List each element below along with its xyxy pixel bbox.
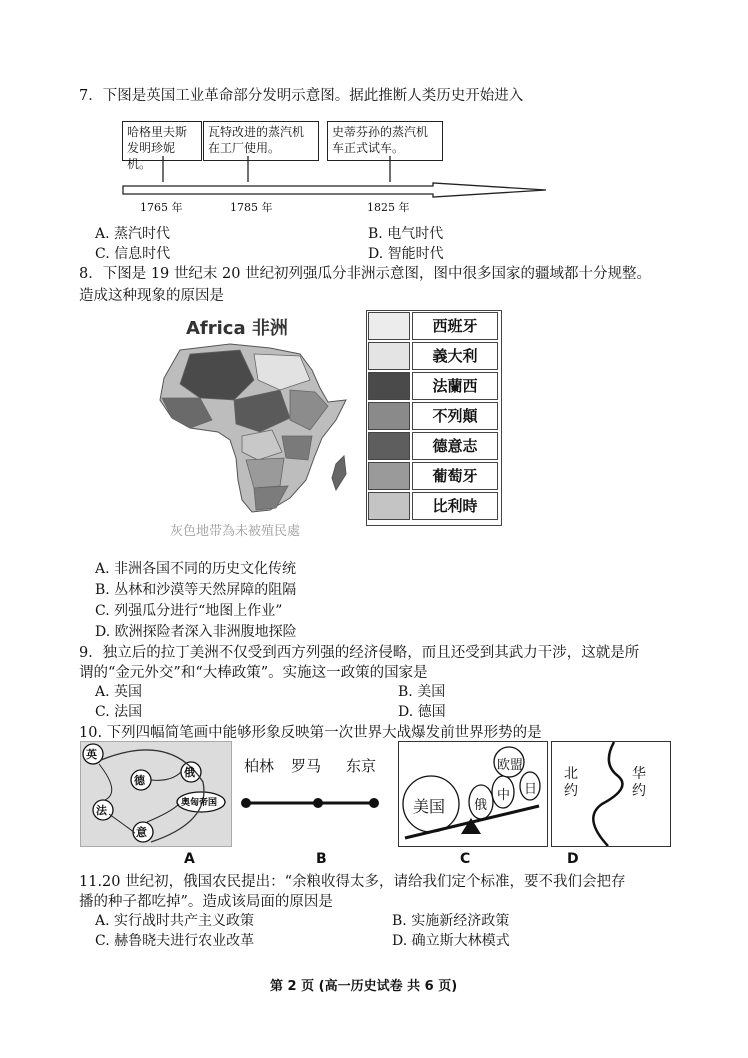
- q9-option-c[interactable]: C. 法国: [95, 704, 143, 720]
- q9-option-a[interactable]: A. 英国: [95, 684, 143, 700]
- page-footer: 第 2 页 (高一历史试卷 共 6 页): [270, 979, 458, 994]
- q8-stem-line1: 8．下图是 19 世纪末 20 世纪初列强瓜分非洲示意图，图中很多国家的疆域都十分规整。: [79, 266, 652, 282]
- q8-stem-line2: 造成这种现象的原因是: [79, 288, 224, 304]
- legend-swatch: [368, 402, 410, 430]
- q10-panel-a[interactable]: [80, 741, 232, 847]
- panel-a-label-britain: 英: [86, 748, 97, 761]
- q7-year-1: 1765 年: [140, 201, 183, 214]
- legend-row-germany: [368, 432, 498, 460]
- africa-map-title: Africa 非洲: [186, 318, 288, 339]
- q9-option-b[interactable]: B. 美国: [398, 684, 446, 700]
- q8-option-a[interactable]: A. 非洲各国不同的历史文化传统: [95, 561, 297, 577]
- q7-option-a[interactable]: A. 蒸汽时代: [95, 226, 171, 242]
- panel-d-label-warsaw: 华约: [632, 766, 646, 799]
- q8-option-d[interactable]: D. 欧洲探险者深入非洲腹地探险: [95, 624, 297, 640]
- legend-swatch: [368, 312, 410, 340]
- legend-label: 不列顛: [412, 402, 498, 430]
- q11-option-d[interactable]: D. 确立斯大林模式: [392, 933, 510, 949]
- legend-row-spain: [368, 312, 498, 340]
- legend-row-italy: [368, 342, 498, 370]
- q7-box-2: 瓦特改进的蒸汽机在工厂使用。: [203, 121, 319, 161]
- panel-c-label-china: 中: [497, 788, 511, 803]
- legend-label: 比利時: [412, 492, 498, 520]
- q8-option-b[interactable]: B. 丛林和沙漠等天然屏障的阻隔: [95, 582, 297, 598]
- q10-panel-b[interactable]: [234, 741, 394, 845]
- q11-stem-line2: 播的种子都吃掉”。造成该局面的原因是: [79, 894, 333, 910]
- q11-option-a[interactable]: A. 实行战时共产主义政策: [95, 913, 255, 929]
- q10-stem: 10. 下列四幅简笔画中能够形象反映第一次世界大战爆发前世界形势的是: [79, 725, 542, 741]
- panel-b-label-berlin: 柏林: [244, 757, 275, 775]
- panel-d-label-nato: 北约: [564, 766, 578, 799]
- legend-row-portugal: [368, 462, 498, 490]
- legend-row-belgium: [368, 492, 498, 520]
- panel-c-label-eu: 欧盟: [497, 758, 524, 773]
- legend-label: 義大利: [412, 342, 498, 370]
- q7-box-3: 史蒂芬孙的蒸汽机车正式试车。: [327, 121, 443, 161]
- q9-stem-line2: 谓的“金元外交”和“大棒政策”。实施这一政策的国家是: [79, 665, 428, 681]
- panel-letter-d[interactable]: D: [567, 851, 579, 867]
- panel-c-label-usa: 美国: [413, 797, 446, 816]
- panel-letter-b[interactable]: B: [316, 851, 327, 867]
- axis-line-icon: [234, 741, 394, 845]
- q11-stem-line1: 11.20 世纪初，俄国农民提出：“余粮收得太多，请给我们定个标准，要不我们会把存: [79, 874, 626, 890]
- q7-timeline: [118, 156, 548, 202]
- panel-a-label-germany: 德: [134, 774, 145, 787]
- q7-option-b[interactable]: B. 电气时代: [368, 226, 444, 242]
- q9-stem-line1: 9．独立后的拉丁美洲不仅受到西方列强的经济侵略，而且还受到其武力干涉，这就是所: [79, 645, 640, 661]
- panel-letter-a[interactable]: A: [184, 851, 195, 867]
- alliance-map-icon: [81, 742, 231, 846]
- legend-swatch: [368, 432, 410, 460]
- q7-option-d[interactable]: D. 智能时代: [368, 246, 444, 262]
- q7-box-1: 哈格里夫斯发明珍妮机。: [122, 121, 202, 161]
- panel-a-label-italy: 意: [136, 826, 147, 839]
- q11-option-b[interactable]: B. 实施新经济政策: [392, 913, 510, 929]
- africa-map-caption: 灰色地带為未被殖民處: [170, 524, 301, 539]
- legend-swatch: [368, 372, 410, 400]
- q10-panel-c[interactable]: [398, 741, 548, 847]
- q7-year-3: 1825 年: [367, 201, 410, 214]
- panel-a-label-russia: 俄: [184, 766, 195, 779]
- legend-swatch: [368, 342, 410, 370]
- q7-option-c[interactable]: C. 信息时代: [95, 246, 171, 262]
- timeline-arrow: [123, 183, 546, 197]
- panel-a-label-france: 法: [96, 804, 107, 817]
- panel-letter-c[interactable]: C: [460, 851, 471, 867]
- legend-label: 葡萄牙: [412, 462, 498, 490]
- africa-map: [150, 340, 355, 520]
- legend-label: 德意志: [412, 432, 498, 460]
- panel-b-label-rome: 罗马: [291, 757, 322, 775]
- legend-swatch: [368, 462, 410, 490]
- panel-b-label-tokyo: 东京: [346, 757, 377, 775]
- q10-panel-d[interactable]: [551, 741, 671, 847]
- legend-row-britain: [368, 402, 498, 430]
- legend-label: 法蘭西: [412, 372, 498, 400]
- q11-option-c[interactable]: C. 赫鲁晓夫进行农业改革: [95, 933, 255, 949]
- q7-stem: 7．下图是英国工业革命部分发明示意图。据此推断人类历史开始进入: [79, 88, 524, 104]
- panel-a-label-austria-hungary: 奥匈帝国: [181, 798, 218, 808]
- panel-c-label-japan: 日: [524, 782, 538, 797]
- legend-label: 西班牙: [412, 312, 498, 340]
- q8-option-c[interactable]: C. 列强瓜分进行“地图上作业”: [95, 603, 283, 619]
- legend-swatch: [368, 492, 410, 520]
- legend-row-france: [368, 372, 498, 400]
- q9-option-d[interactable]: D. 德国: [398, 704, 446, 720]
- panel-c-label-russia: 俄: [474, 798, 488, 813]
- q7-year-2: 1785 年: [230, 201, 273, 214]
